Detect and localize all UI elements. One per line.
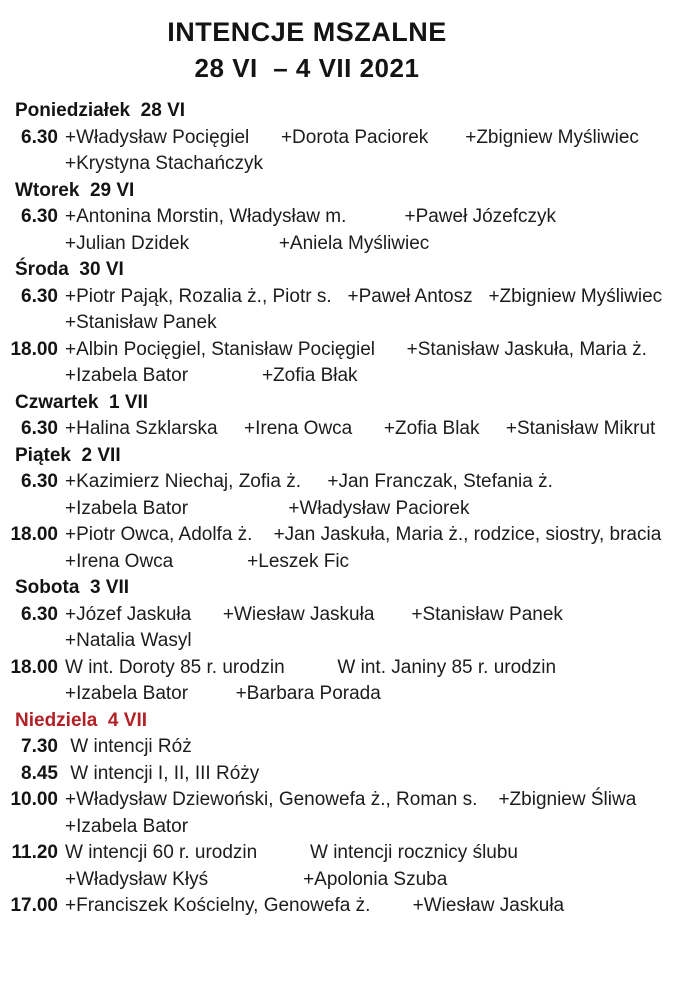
mass-lines [58,893,697,920]
mass-lines [58,204,697,257]
day-block [0,257,697,390]
mass-lines [58,522,697,575]
day-block [0,708,697,920]
mass-intention-line: +Kazimierz Niechaj, Zofia ż. +Jan Franczak, Stefania ż. [65,471,553,492]
mass-lines [58,469,697,522]
day-header: Niedziela 4 VII [15,709,147,731]
mass-entry [0,840,697,893]
mass-lines [58,284,697,337]
mass-entry [0,602,697,655]
mass-entry [0,416,697,443]
day-header: Piątek 2 VII [15,444,121,466]
mass-lines [58,337,697,390]
mass-entry [0,204,697,257]
mass-time: 18.00 [10,524,58,545]
mass-intention-line: W int. Doroty 85 r. urodzin W int. Janiny 85 r. urodzin [65,656,557,678]
day-header: Poniedziałek 28 VI [15,100,186,121]
mass-intention-line: +Izabela Bator +Władysław Paciorek [65,497,470,519]
mass-lines [58,734,697,761]
mass-entry [0,787,697,840]
mass-entry [0,522,697,575]
mass-schedule [0,98,697,920]
mass-intention-line: +Halina Szklarska +Irena Owca +Zofia Blak +Stanisław Mikrut [65,418,656,439]
mass-intention-line: +Stanisław Panek [65,312,217,333]
mass-entry [0,337,697,390]
mass-time: 10.00 [10,789,58,810]
mass-intention-line: W intencji Róż [65,736,192,757]
mass-intention-line: +Władysław Pocięgiel +Dorota Paciorek +Zbigniew Myśliwiec [65,126,639,148]
mass-time: 11.20 [11,842,58,863]
day-block [0,575,697,708]
day-block [0,178,697,258]
mass-lines [58,840,697,893]
mass-intention-line: +Natalia Wasyl [65,630,192,651]
day-block [0,443,697,576]
day-block [0,390,697,443]
page-title: INTENCJE MSZALNE [167,17,447,47]
mass-entry [0,284,697,337]
mass-time: 17.00 [10,895,58,916]
mass-time: 18.00 [10,338,58,360]
mass-entry [0,893,697,920]
mass-intention-line: +Izabela Bator +Zofia Błak [65,365,358,386]
mass-lines [58,761,697,788]
mass-time: 8.45 [21,762,58,784]
mass-time: 7.30 [21,736,58,757]
mass-entry [0,125,697,178]
mass-intention-line: +Józef Jaskuła +Wiesław Jaskuła +Stanisław Panek [65,603,563,625]
mass-time: 6.30 [21,471,58,492]
mass-intention-line: +Izabela Bator [65,815,189,837]
day-header: Sobota 3 VII [15,577,130,598]
mass-intention-line: W intencji I, II, III Róży [65,762,260,784]
mass-entry [0,734,697,761]
mass-lines [58,602,697,655]
mass-intention-line: W intencji 60 r. urodzin W intencji rocznicy ślubu [65,842,519,863]
mass-intention-line: +Antonina Morstin, Władysław m. +Paweł Józefczyk [65,206,557,227]
mass-intention-line: +Franciszek Kościelny, Genowefa ż. +Wiesław Jaskuła [65,895,565,916]
mass-time: 6.30 [21,418,58,439]
mass-lines [58,787,697,840]
mass-entry [0,655,697,708]
mass-entry [0,469,697,522]
mass-intention-line: +Izabela Bator +Barbara Porada [65,683,381,704]
mass-intention-line: +Julian Dzidek +Aniela Myśliwiec [65,232,430,254]
title-block [0,0,614,87]
mass-time: 18.00 [10,656,58,678]
mass-intention-line: +Albin Pocięgiel, Stanisław Pocięgiel +Stanisław Jaskuła, Maria ż. [65,338,647,360]
mass-lines [58,416,697,443]
mass-time: 6.30 [21,603,58,625]
date-range-subtitle: 28 VI – 4 VII 2021 [194,53,420,83]
mass-intention-line: +Władysław Kłyś +Apolonia Szuba [65,868,448,890]
day-header: Czwartek 1 VII [15,391,149,413]
mass-intention-line: +Władysław Dziewoński, Genowefa ż., Roman s. +Zbigniew Śliwa [65,789,637,810]
mass-time: 6.30 [21,206,58,227]
mass-intention-line: +Krystyna Stachańczyk [65,153,264,174]
mass-time: 6.30 [21,126,58,148]
day-header: Wtorek 29 VI [15,179,135,201]
mass-entry [0,761,697,788]
mass-intention-line: +Piotr Pająk, Rozalia ż., Piotr s. +Paweł Antosz +Zbigniew Myśliwiec [65,285,663,307]
mass-intention-line: +Piotr Owca, Adolfa ż. +Jan Jaskuła, Maria ż., rodzice, siostry, bracia [65,524,662,545]
day-header: Środa 30 VI [15,259,124,280]
mass-intention-line: +Irena Owca +Leszek Fic [65,550,350,572]
mass-lines [58,655,697,708]
mass-lines [58,125,697,178]
day-block [0,98,697,178]
mass-time: 6.30 [21,285,58,307]
